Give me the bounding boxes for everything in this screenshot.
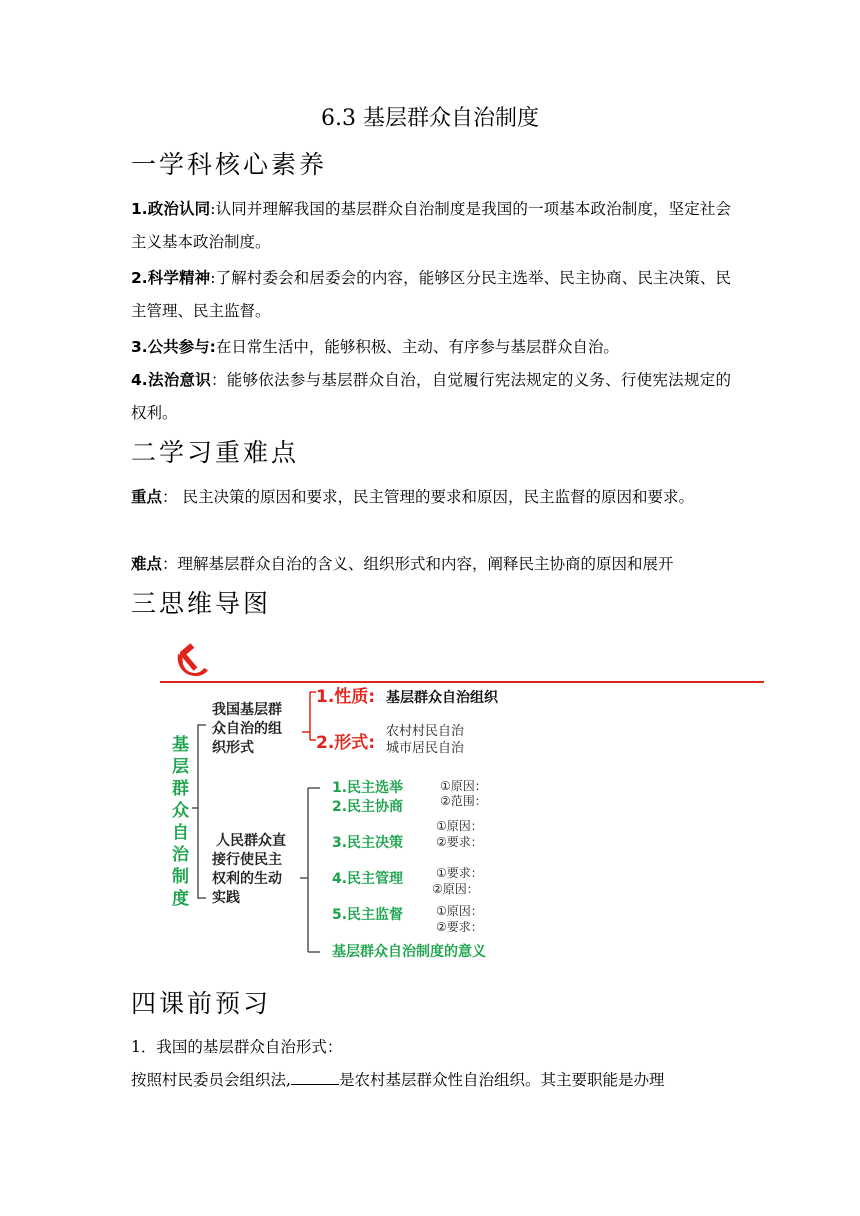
- root-bracket: [192, 725, 206, 898]
- form-value: 农村村民自治: [386, 724, 465, 739]
- note: ①原因：: [436, 819, 483, 833]
- section-heading-1: 一学科核心素养: [131, 150, 328, 179]
- question-1-body: [131, 1064, 731, 1097]
- note: ②要求：: [436, 920, 483, 934]
- note: ②原因：: [432, 882, 479, 896]
- root-char: 度: [172, 889, 189, 909]
- answer-blank[interactable]: [291, 1070, 339, 1085]
- nature-label: 1.性质:: [316, 687, 376, 707]
- note: ①原因：: [436, 904, 483, 918]
- section-heading-4: 四课前预习: [131, 989, 272, 1018]
- label: 2.科学精神: [131, 269, 211, 287]
- branch2-line: 权利的生动: [212, 871, 282, 887]
- branch1-bracket: [302, 692, 316, 740]
- branch2-bracket: [300, 788, 320, 952]
- text: :认同并理解我国的基层群众自治制度是我国的一项基本政治制度，坚定社会主义基本政治制度。: [131, 200, 731, 251]
- branch1-line: 织形式: [212, 740, 254, 756]
- document-title: 6.3 基层群众自治制度: [321, 106, 539, 131]
- text: :了解村委会和居委会的内容，能够区分民主选举、民主协商、民主决策、民主管理、民主监督。: [131, 269, 731, 320]
- note: ②要求：: [436, 835, 483, 849]
- practice-item: 1.民主选举: [332, 780, 404, 796]
- form-values: [386, 723, 465, 756]
- root-char: 制: [172, 867, 189, 887]
- key-text: ： 民主决策的原因和要求，民主管理的要求和原因，民主监督的原因和要求。: [162, 488, 694, 506]
- key-points: [131, 481, 731, 514]
- difficult-points: [131, 548, 731, 581]
- label: 4.法治意识: [131, 371, 211, 389]
- form-label: 2.形式:: [316, 733, 376, 753]
- root-char: 治: [172, 845, 189, 865]
- branch-organization: [212, 701, 282, 756]
- practice-item: 4.民主管理: [332, 871, 404, 887]
- text: 在日常生活中，能够积极、主动、有序参与基层群众自治。: [215, 338, 619, 356]
- practice-item: 3.民主决策: [332, 835, 404, 851]
- note: ①要求：: [436, 866, 483, 880]
- practice-item: 5.民主监督: [332, 907, 404, 923]
- paragraph-2: [131, 262, 731, 328]
- branch2-line: 接行使民主: [212, 852, 282, 868]
- q1-post: 是农村基层群众性自治组织。其主要职能是办理: [338, 1071, 665, 1089]
- root-char: 基: [172, 735, 189, 755]
- label: 3.公共参与:: [131, 338, 216, 356]
- note: ①原因：: [440, 779, 487, 793]
- practice-item: 2.民主协商: [332, 799, 404, 815]
- branch-practice: [211, 832, 286, 906]
- section-heading-3: 三思维导图: [131, 589, 272, 618]
- root-label: [172, 735, 190, 909]
- root-char: 群: [172, 779, 189, 799]
- practice-items: [332, 779, 404, 923]
- root-char: 众: [172, 801, 189, 821]
- q1-pre: 按照村民委员会组织法,: [131, 1071, 291, 1089]
- form-value: 城市居民自治: [386, 741, 465, 756]
- question-1: 1．我国的基层群众自治形式：: [131, 1038, 343, 1056]
- section-heading-2: 二学习重难点: [131, 438, 300, 467]
- paragraph-4: [131, 364, 731, 430]
- label: 1.政治认同: [131, 200, 211, 218]
- mind-map: [160, 640, 764, 972]
- root-char: 自: [172, 823, 189, 843]
- branch1-line: 我国基层群: [212, 702, 282, 718]
- difficult-label: 难点: [131, 555, 163, 573]
- paragraph-1: [131, 193, 731, 259]
- root-char: 层: [172, 757, 189, 777]
- text: ：能够依法参与基层群众自治，自觉履行宪法规定的义务、行使宪法规定的权利。: [131, 371, 731, 422]
- branch2-line: 人民群众直: [216, 833, 286, 849]
- key-label: 重点: [131, 488, 163, 506]
- significance: 基层群众自治制度的意义: [332, 944, 486, 960]
- paragraph-3: [131, 331, 731, 364]
- party-emblem-icon: [178, 643, 208, 676]
- difficult-text: ：理解基层群众自治的含义、组织形式和内容，阐释民主协商的原因和展开: [162, 555, 674, 573]
- practice-notes: [432, 779, 487, 934]
- nature-value: 基层群众自治组织: [386, 690, 498, 706]
- branch2-line: 实践: [212, 890, 240, 906]
- branch1-line: 众自治的组: [212, 721, 282, 737]
- note: ②范围：: [440, 794, 487, 808]
